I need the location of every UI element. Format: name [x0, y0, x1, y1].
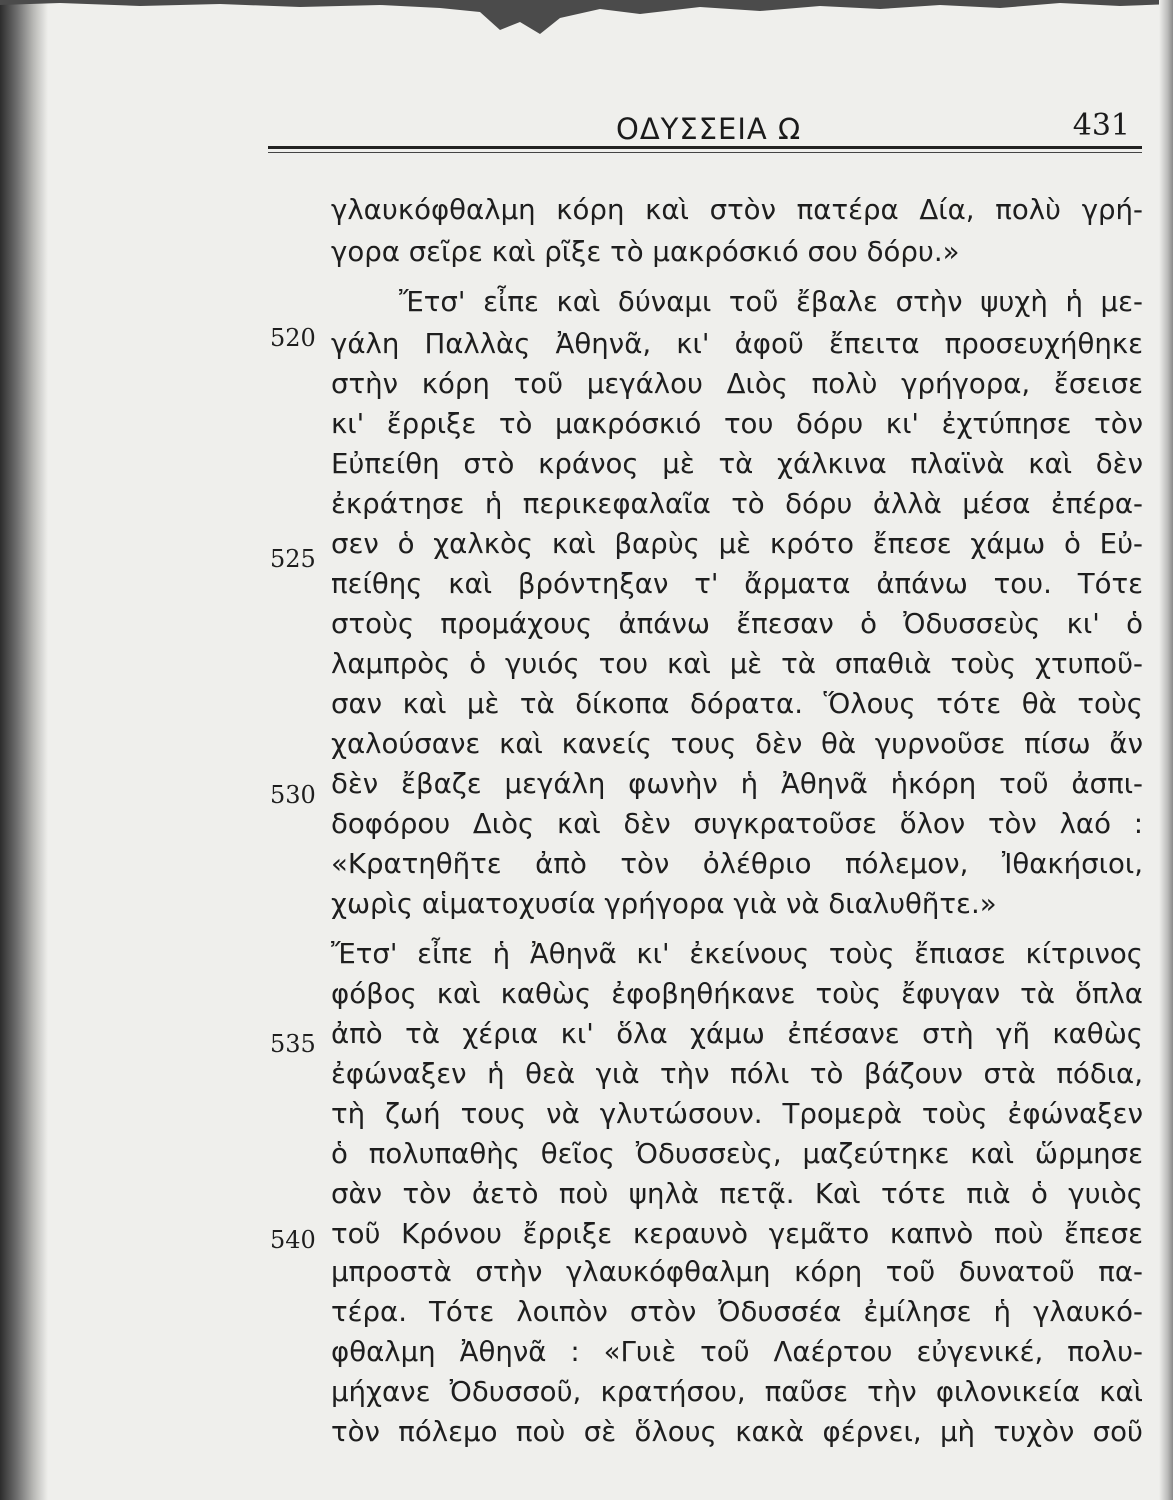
header-rule: [268, 146, 1142, 149]
text-line: χαλούσανε καὶ κανείς τους δὲν θὰ γυρνοῦσε πίσω ἄν: [331, 727, 1143, 760]
book-binding-shadow: [0, 0, 48, 1500]
book-title: ΟΔΥΣΣΕΙΑ Ω: [616, 112, 802, 146]
verse-number: 520: [270, 324, 316, 352]
text-line: γορα σεῖρε καὶ ρῖξε τὸ μακρόσκιό σου δόρυ.»: [331, 235, 960, 268]
verse-number: 525: [270, 545, 316, 573]
text-line: Ἔτσ' εἶπε ἡ Ἀθηνᾶ κι' ἐκείνους τοὺς ἔπιασε κίτρινος: [331, 937, 1143, 970]
text-line: ἐφώναξεν ἡ θεὰ γιὰ τὴν πόλι τὸ βάζουν στὰ πόδια,: [331, 1057, 1143, 1090]
text-line: «Κρατηθῆτε ἀπὸ τὸν ὀλέθριο πόλεμον, Ἰθακήσιοι,: [331, 847, 1143, 880]
text-line: φθαλμη Ἀθηνᾶ : «Γυιὲ τοῦ Λαέρτου εὐγενικέ, πολυ-: [331, 1335, 1143, 1368]
text-line: σεν ὁ χαλκὸς καὶ βαρὺς μὲ κρότο ἔπεσε χάμω ὁ Εὐ-: [331, 527, 1143, 560]
text-line: Εὐπείθη στὸ κράνος μὲ τὰ χάλκινα πλαϊνὰ καὶ δὲν: [331, 447, 1143, 480]
text-line: τὸν πόλεμο ποὺ σὲ ὅλους κακὰ φέρνει, μὴ τυχὸν σοῦ: [331, 1415, 1143, 1448]
text-line: δὲν ἔβαζε μεγάλη φωνὴν ἡ Ἀθηνᾶ ἡκόρη τοῦ ἀσπι-: [331, 767, 1143, 800]
torn-page-edge: [0, 0, 1173, 48]
verse-number: 535: [270, 1030, 316, 1058]
text-line: πείθης καὶ βρόντηξαν τ' ἄρματα ἀπάνω του. Τότε: [331, 567, 1143, 600]
page-right-edge: [1159, 0, 1173, 1500]
text-line: τὴ ζωή τους νὰ γλυτώσουν. Τρομερὰ τοὺς ἐφώναξεν: [331, 1097, 1143, 1130]
text-line: γλαυκόφθαλμη κόρη καὶ στὸν πατέρα Δία, πολὺ γρή-: [331, 193, 1143, 226]
text-line: στοὺς προμάχους ἀπάνω ἔπεσαν ὁ Ὀδυσσεὺς κι' ὁ: [331, 607, 1143, 640]
text-line: φόβος καὶ καθὼς ἐφοβηθήκανε τοὺς ἔφυγαν τὰ ὅπλα: [331, 977, 1143, 1010]
verse-number: 530: [270, 781, 316, 809]
text-line: γάλη Παλλὰς Ἀθηνᾶ, κι' ἀφοῦ ἔπειτα προσευχήθηκε: [331, 327, 1143, 360]
text-line: ὁ πολυπαθὴς θεῖος Ὀδυσσεὺς, μαζεύτηκε καὶ ὥρμησε: [331, 1137, 1143, 1170]
text-line: μήχανε Ὀδυσσοῦ, κρατήσου, παῦσε τὴν φιλονικεία καὶ: [331, 1375, 1143, 1408]
text-line: Ἔτσ' εἶπε καὶ δύναμι τοῦ ἔβαλε στὴν ψυχὴ ἡ με-: [399, 285, 1143, 318]
text-line: τοῦ Κρόνου ἔρριξε κεραυνὸ γεμᾶτο καπνὸ ποὺ ἔπεσε: [331, 1217, 1143, 1250]
text-line: σὰν τὸν ἀετὸ ποὺ ψηλὰ πετᾷ. Καὶ τότε πιὰ ὁ γυιὸς: [331, 1177, 1143, 1210]
text-line: τέρα. Τότε λοιπὸν στὸν Ὀδυσσέα ἐμίλησε ἡ γλαυκό-: [331, 1295, 1143, 1328]
text-line: σαν καὶ μὲ τὰ δίκοπα δόρατα. Ὅλους τότε θὰ τοὺς: [331, 687, 1143, 720]
text-line: δοφόρου Διὸς καὶ δὲν συγκρατοῦσε ὅλον τὸν λαό :: [331, 807, 1143, 840]
text-line: ἐκράτησε ἡ περικεφαλαῖα τὸ δόρυ ἀλλὰ μέσα ἐπέρα-: [331, 487, 1143, 520]
text-line: μπροστὰ στὴν γλαυκόφθαλμη κόρη τοῦ δυνατοῦ πα-: [331, 1255, 1143, 1288]
text-line: χωρὶς αἱματοχυσία γρήγορα γιὰ νὰ διαλυθῆτε.»: [331, 887, 997, 920]
text-line: λαμπρὸς ὁ γυιός του καὶ μὲ τὰ σπαθιὰ τοὺς χτυποῦ-: [331, 647, 1143, 680]
text-line: κι' ἔρριξε τὸ μακρόσκιό του δόρυ κι' ἐχτύπησε τὸν: [331, 407, 1143, 440]
text-line: ἀπὸ τὰ χέρια κι' ὅλα χάμω ἐπέσανε στὴ γῆ καθὼς: [331, 1017, 1143, 1050]
header-rule-thin: [268, 152, 1142, 153]
text-line: στὴν κόρη τοῦ μεγάλου Διὸς πολὺ γρήγορα, ἔσεισε: [331, 367, 1143, 400]
verse-number: 540: [270, 1226, 316, 1254]
page-number: 431: [1072, 108, 1130, 143]
